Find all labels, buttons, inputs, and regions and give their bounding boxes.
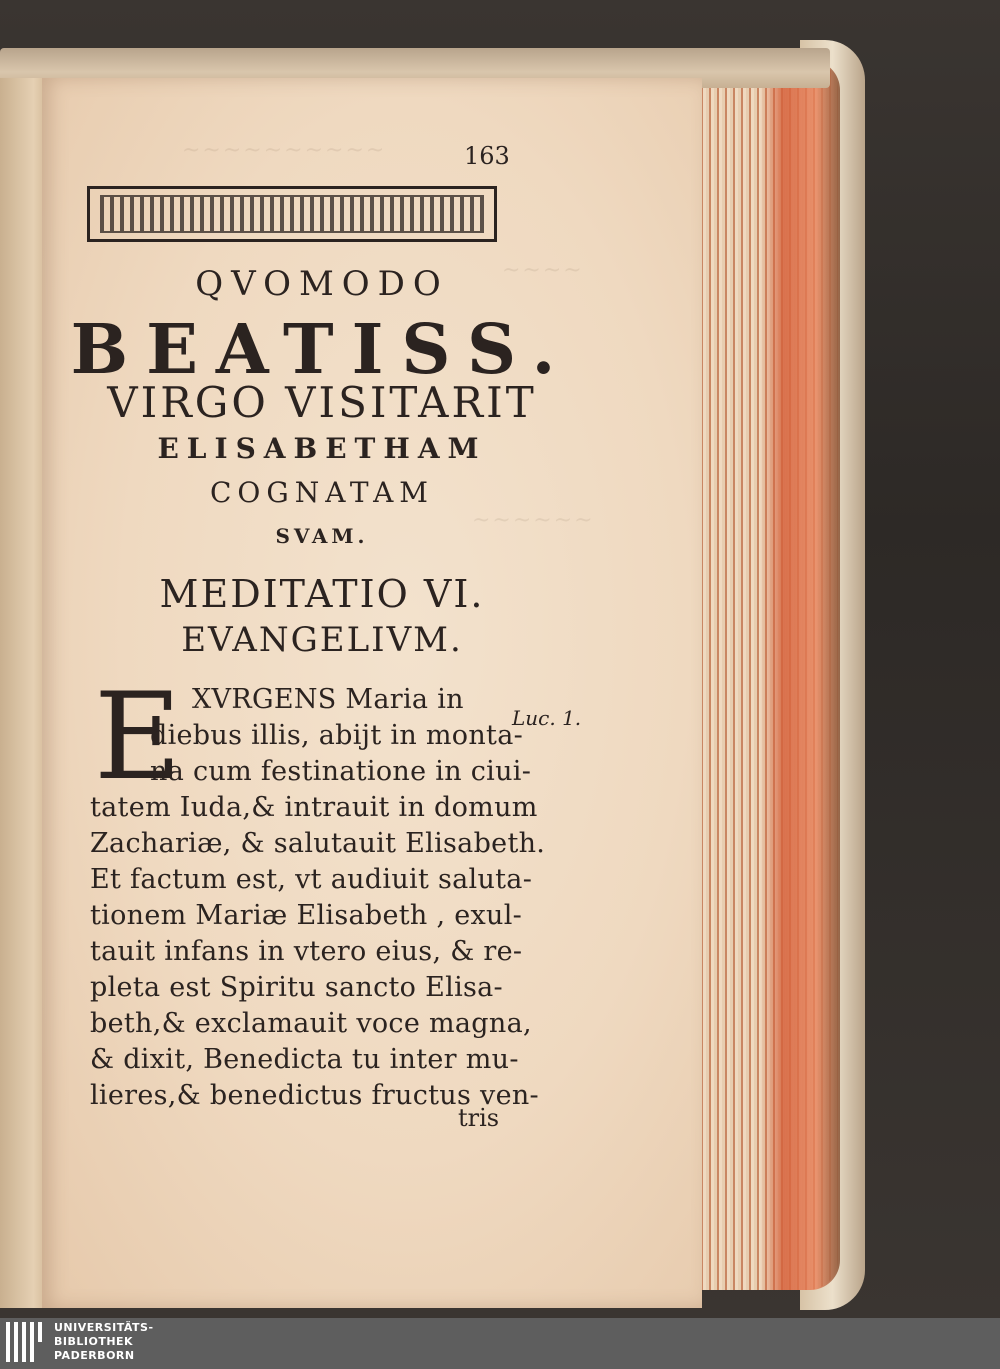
- book-page: [42, 78, 702, 1308]
- body-line: pleta est Spiritu sancto Elisa-: [90, 972, 503, 1003]
- gospel-heading: EVANGELIVM.: [181, 620, 463, 660]
- bleed-through-text: ~~~~: [502, 258, 584, 283]
- meditation-heading: MEDITATIO VI.: [159, 572, 485, 616]
- logo-line-3: PADERBORN: [54, 1349, 135, 1362]
- body-line: lieres,& benedictus fructus ven-: [90, 1080, 539, 1111]
- title-line-5: COGNATAM: [210, 476, 434, 509]
- logo-line-1: UNIVERSITÄTS-: [54, 1321, 154, 1334]
- catchword: tris: [458, 1104, 500, 1132]
- body-line: Et factum est, vt audiuit saluta-: [90, 864, 533, 895]
- body-line: tionem Mariæ Elisabeth , exul-: [90, 900, 523, 931]
- left-page-strip: [0, 78, 48, 1308]
- body-line: XVRGENS Maria in: [192, 684, 464, 715]
- library-footer-bar: [0, 1318, 1000, 1369]
- page-number: 163: [464, 142, 510, 170]
- ornament-pattern: [100, 195, 484, 233]
- body-line: tauit infans in vtero eius, & re-: [90, 936, 523, 967]
- library-logo-icon: [6, 1322, 46, 1364]
- bleed-through-text: ~~~~~~~~~~: [182, 138, 387, 163]
- body-line: diebus illis, abijt in monta-: [150, 720, 524, 751]
- ornamental-header-band: [87, 186, 497, 242]
- red-edge-coloring: [760, 60, 840, 1290]
- body-line: tatem Iuda,& intrauit in domum: [90, 792, 538, 823]
- marginal-note: Luc. 1.: [512, 706, 582, 730]
- body-line: Zachariæ, & salutauit Elisabeth.: [90, 828, 546, 859]
- body-line: na cum festinatione in ciui-: [150, 756, 532, 787]
- drop-cap: E: [94, 668, 182, 807]
- title-line-1: QVOMODO: [195, 264, 449, 304]
- body-line: beth,& exclamauit voce magna,: [90, 1008, 532, 1039]
- title-line-3: VIRGO VISITARIT: [107, 378, 537, 427]
- body-line: & dixit, Benedicta tu inter mu-: [90, 1044, 519, 1075]
- library-logo-text: [54, 1321, 154, 1363]
- title-line-4: ELISABETHAM: [157, 432, 487, 465]
- title-line-2: BEATISS.: [70, 310, 574, 390]
- logo-line-2: BIBLIOTHEK: [54, 1335, 134, 1348]
- bleed-through-text: ~~~~~~: [472, 508, 595, 533]
- title-line-6: SVAM.: [275, 524, 369, 548]
